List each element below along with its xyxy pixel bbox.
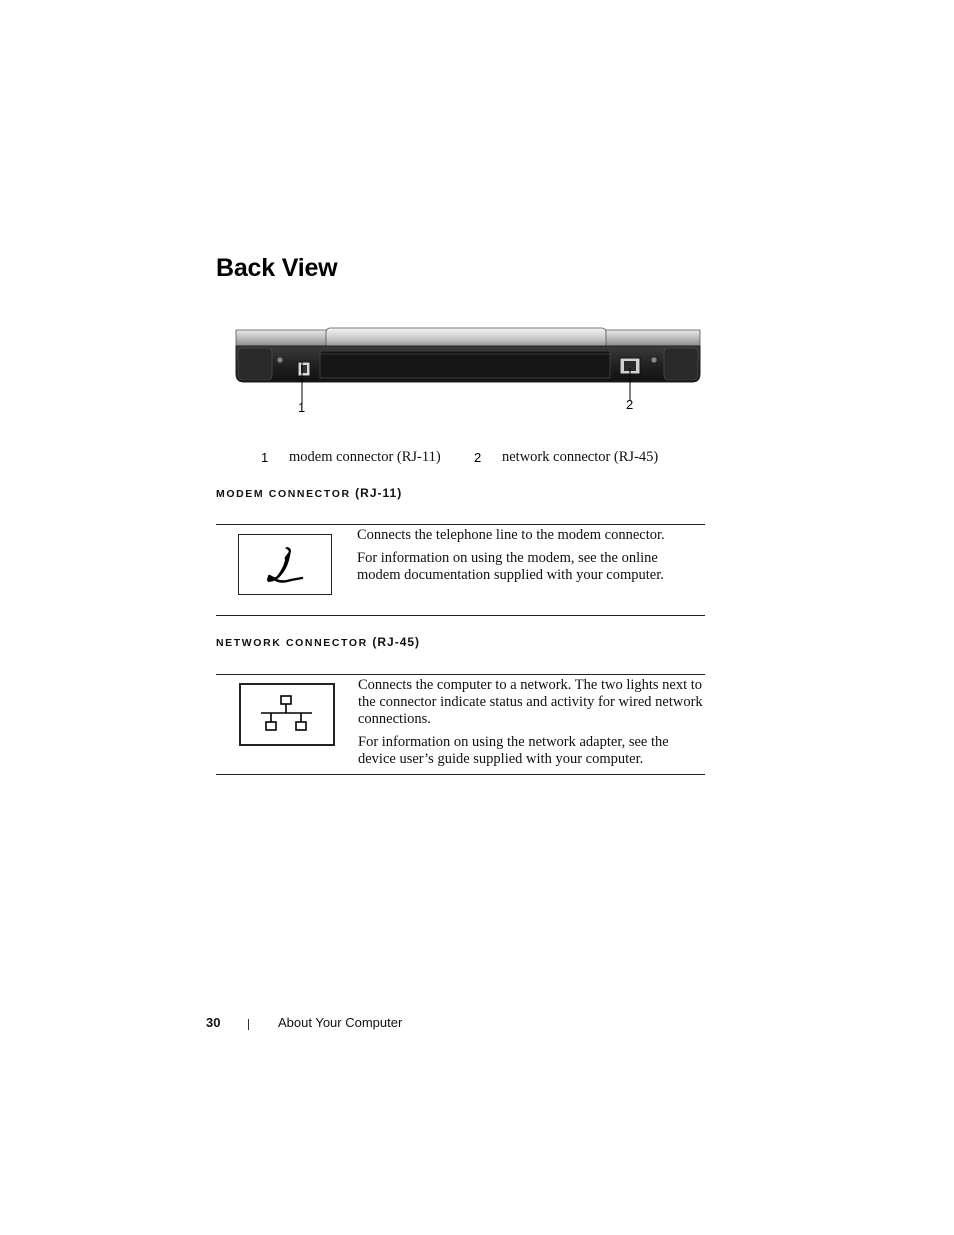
network-description: [358, 677, 703, 774]
telephone-handset-icon: [239, 535, 331, 594]
table-top-rule: [216, 674, 705, 675]
section-heading-paren: (RJ-11): [355, 486, 403, 500]
legend-label: network connector (RJ-45): [502, 449, 659, 465]
section-heading-modem: [216, 486, 402, 500]
legend-label: modem connector (RJ-11): [289, 449, 441, 465]
description-paragraph: For information on using the network adapter, see the device user’s guide supplied with your computer.: [358, 734, 669, 767]
table-bottom-rule: [216, 615, 705, 616]
description-paragraph: For information on using the modem, see the online modem documentation supplied with your computer.: [357, 550, 664, 583]
page-title: Back View: [216, 254, 338, 282]
table-top-rule: [216, 524, 705, 525]
network-topology-icon: [241, 685, 333, 744]
table-bottom-rule: [216, 774, 705, 775]
section-heading-text: MODEM CONNECTOR: [216, 488, 351, 500]
modem-description: [357, 527, 702, 590]
footer-separator: [248, 1019, 249, 1030]
network-icon-box: [239, 683, 335, 746]
modem-icon-box: [238, 534, 332, 595]
callout-1: 1: [298, 400, 306, 415]
legend-number: 2: [474, 450, 482, 465]
legend-number: 1: [261, 450, 269, 465]
page-number: 30: [206, 1015, 221, 1030]
section-heading-paren: (RJ-45): [372, 635, 421, 649]
description-paragraph: Connects the telephone line to the modem connector.: [357, 527, 665, 543]
section-heading-text: NETWORK CONNECTOR: [216, 637, 368, 649]
section-heading-network: [216, 635, 420, 649]
footer-chapter-title: About Your Computer: [278, 1015, 403, 1030]
callout-2: 2: [626, 397, 634, 412]
description-paragraph: Connects the computer to a network. The two lights next to the connector indicate status and activity for wired network connections.: [358, 677, 703, 727]
